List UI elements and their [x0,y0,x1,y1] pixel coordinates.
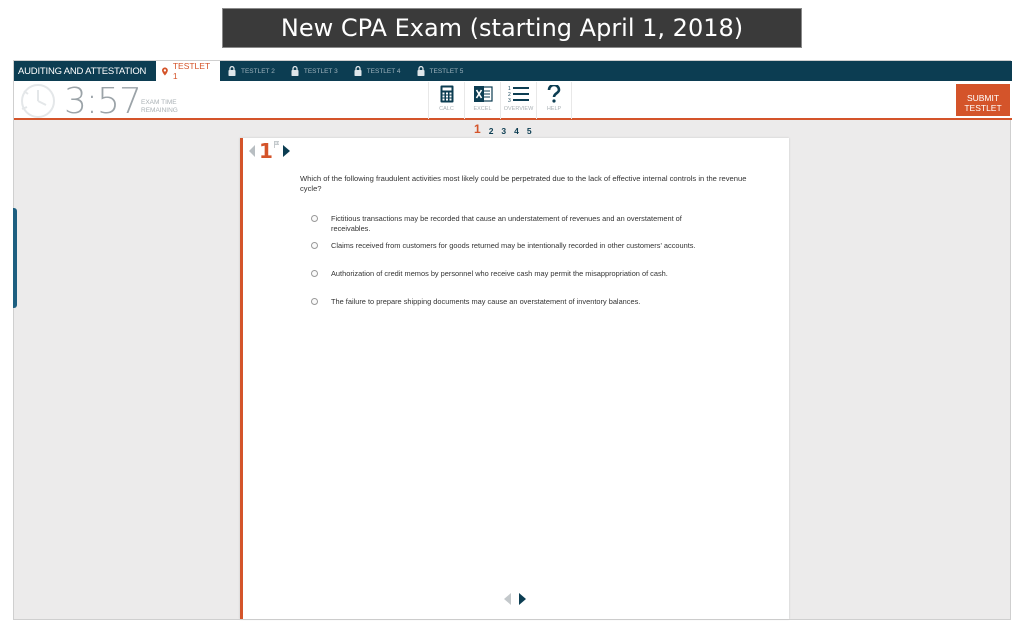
help-button[interactable] [536,82,572,119]
toolbar [14,81,1012,120]
side-panel-handle[interactable] [13,208,17,308]
tab-label: TESTLET 1 [172,61,210,81]
tab-testlet-5[interactable] [409,61,472,81]
tab-label: TESTLET 2 [241,67,275,75]
location-pin-icon [162,66,168,77]
excel-button[interactable] [464,82,500,119]
answer-text: Fictitious transactions may be recorded that cause an understatement of revenues and an overstatement of receivables. [331,214,682,233]
excel-icon [473,85,493,103]
section-title: AUDITING AND ATTESTATION [18,65,147,77]
question-number-nav [249,141,290,161]
flag-icon[interactable] [274,141,279,148]
clock-icon [16,83,60,119]
lock-icon [354,66,362,76]
next-question-arrow-icon[interactable] [283,145,290,157]
timer-label-line-1: EXAM TIME [141,99,177,106]
radio-button[interactable] [311,215,318,222]
svg-text:1: 1 [507,86,511,92]
exam-timer: 3:57 [64,81,141,122]
bottom-question-nav [504,593,526,605]
calculator-icon [440,85,454,103]
tab-testlet-2[interactable] [220,61,283,81]
svg-text:2: 2 [507,92,511,98]
overview-button[interactable] [500,82,536,119]
answer-text: The failure to prepare shipping documents may cause an overstatement of inventory balances. [331,297,641,306]
lock-icon [291,66,299,76]
tool-label: HELP [546,106,562,112]
answer-text: Claims received from customers for goods returned may be intentionally recorded in other customers' accounts. [331,241,696,250]
calculator-button[interactable] [428,82,464,119]
tab-label: TESTLET 3 [303,67,338,75]
timer-label-line-2: REMAINING [141,107,178,114]
radio-button[interactable] [311,270,318,277]
next-arrow-icon[interactable] [519,593,526,605]
video-title-banner: New CPA Exam (starting April 1, 2018) [222,8,802,48]
timer-label [141,99,191,115]
tab-testlet-4[interactable] [346,61,409,81]
question-card [240,138,789,619]
question-text: Which of the following fraudulent activities most likely could be perpetrated due to the lack of effective internal controls in the revenue cycle? [300,174,747,193]
tool-buttons [428,82,572,119]
help-icon [547,85,561,103]
tab-testlet-1[interactable] [156,61,220,81]
submit-testlet-button[interactable] [956,84,1010,116]
answer-option-c[interactable] [311,269,721,279]
exam-window [13,60,1011,620]
submit-label-line-1: SUBMIT [966,93,1000,103]
page-link-5[interactable]: 5 [526,126,532,136]
question-number: 1 [259,139,273,163]
page-link-3[interactable]: 3 [501,126,507,136]
answer-option-a[interactable] [311,214,721,233]
question-page-nav [474,122,532,136]
page-link-1[interactable]: 1 [474,122,481,136]
answer-option-d[interactable] [311,297,721,307]
prev-arrow-icon[interactable] [504,593,511,605]
answer-option-b[interactable] [311,241,721,251]
tab-testlet-3[interactable] [283,61,346,81]
tool-label: EXCEL [473,106,492,112]
radio-button[interactable] [311,242,318,249]
lock-icon [417,66,425,76]
tab-label: TESTLET 5 [429,67,464,75]
testlet-nav-bar [14,61,1012,81]
answer-text: Authorization of credit memos by personnel who receive cash may permit the misappropriation of cash. [331,269,668,278]
lock-icon [228,66,236,76]
tool-label: OVERVIEW [503,106,534,112]
overview-list-icon [508,85,530,103]
radio-button[interactable] [311,298,318,305]
page-link-4[interactable]: 4 [514,126,519,136]
svg-text:3: 3 [507,98,511,103]
tool-label: CALC [439,106,454,112]
submit-label-line-2: TESTLET [964,103,1002,113]
prev-question-arrow-icon[interactable] [249,145,255,157]
tab-label: TESTLET 4 [366,67,401,75]
page-link-2[interactable]: 2 [488,126,494,136]
